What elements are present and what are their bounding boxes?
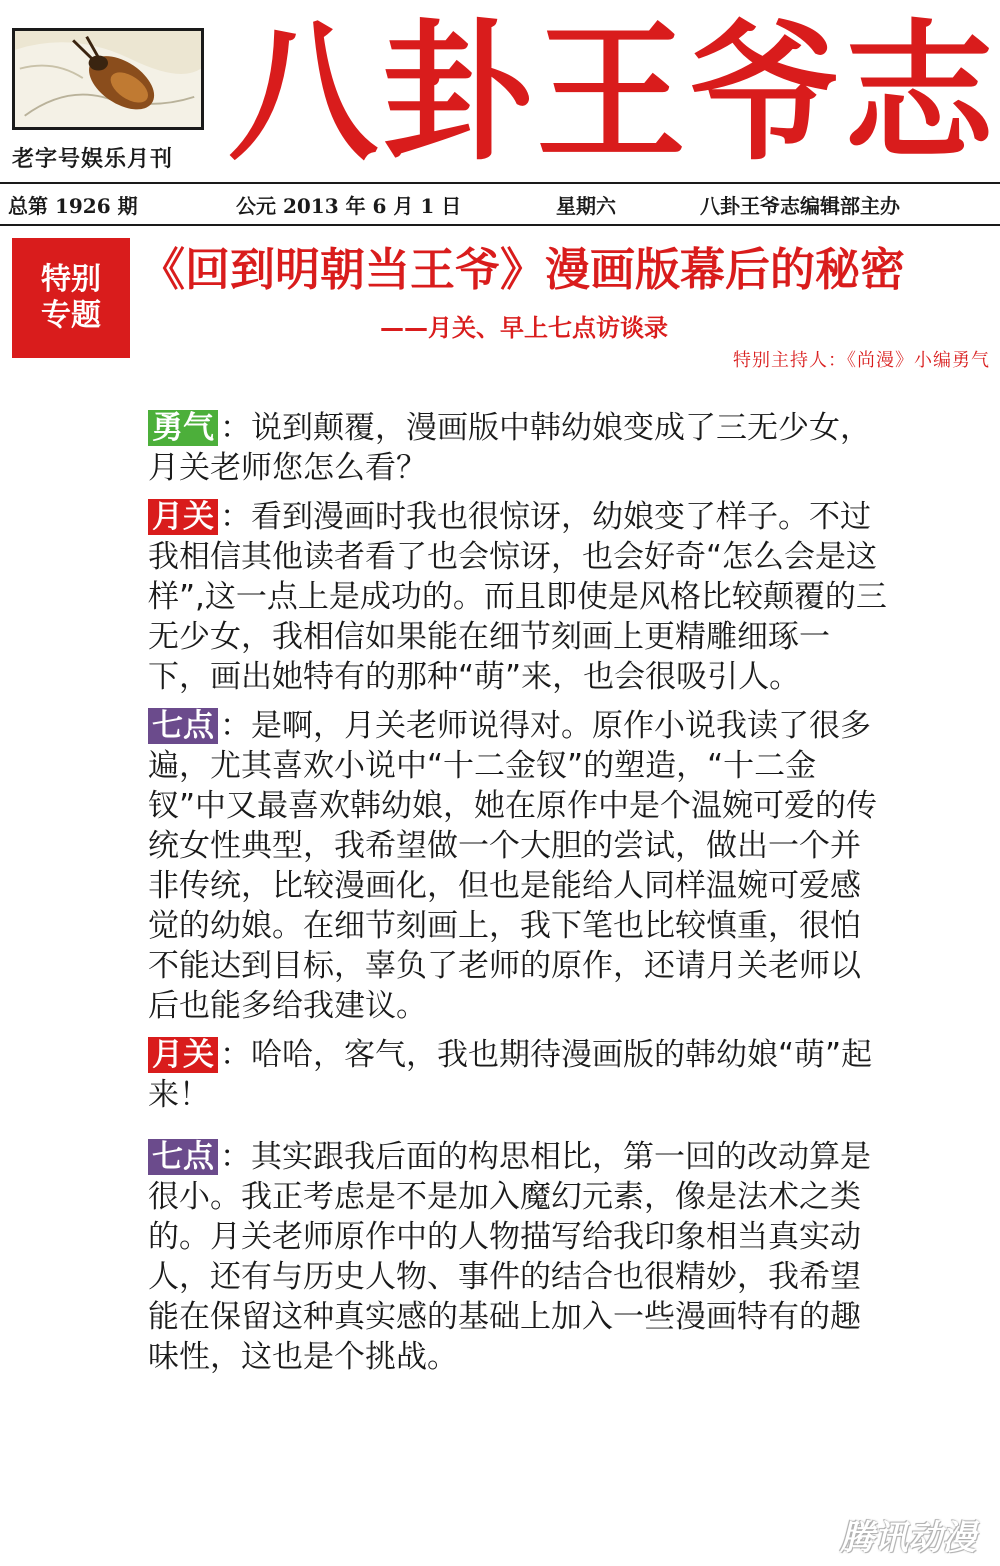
- issue-weekday: 星期六: [556, 193, 616, 218]
- interview-body: [148, 408, 888, 1386]
- issue-number: 总第 1926 期: [8, 193, 138, 218]
- issue-publisher: 八卦王爷志编辑部主办: [700, 193, 900, 218]
- issue-date: 公元 2013 年 6 月 1 日: [236, 193, 462, 218]
- dialogue-text: ：其实跟我后面的构思相比，第一回的改动算是很小。我正考虑是不是加入魔幻元素，像是法术之类的。月关老师原作中的人物描写给我印象相当真实动人，还有与历史人物、事件的结合也很精妙，我希望能在保留这种真实感的基础上加入一些漫画特有的趣味性，这也是个挑战。: [148, 1139, 871, 1375]
- logo-image: [12, 28, 204, 130]
- dialogue-entry: [148, 408, 888, 488]
- issue-info-bar: [0, 182, 1000, 226]
- logo-caption: 老字号娱乐月刊: [12, 147, 174, 172]
- dialogue-text: ：哈哈，客气，我也期待漫画版的韩幼娘“萌”起来！: [148, 1037, 873, 1113]
- speaker-label: 月关: [148, 499, 218, 535]
- headline: 《回到明朝当王爷》漫画版幕后的秘密: [140, 243, 906, 296]
- feature-tag-line1: 特别: [41, 262, 101, 297]
- dialogue-text: ：看到漫画时我也很惊讶，幼娘变了样子。不过我相信其他读者看了也会惊讶，也会好奇“怎么会是这样”,这一点上是成功的。而且即使是风格比较颠覆的三无少女，我相信如果能在细节刻画上更精雕细琢一下，画出她特有的那种“萌”来，也会很吸引人。: [148, 499, 887, 695]
- subheadline: ——月关、早上七点访谈录: [380, 314, 668, 342]
- speaker-label: 月关: [148, 1037, 218, 1073]
- dialogue-entry: [148, 1137, 888, 1377]
- watermark-logo: 腾讯动漫: [840, 1518, 976, 1558]
- speaker-label: 七点: [148, 708, 218, 744]
- host-credit: 特别主持人：《尚漫》小编勇气: [733, 350, 990, 371]
- moth-icon: [15, 31, 201, 127]
- dialogue-text: ：说到颠覆，漫画版中韩幼娘变成了三无少女，月关老师您怎么看？: [148, 410, 871, 486]
- dialogue-entry: [148, 497, 888, 697]
- speaker-label: 七点: [148, 1139, 218, 1175]
- feature-tag-line2: 专题: [41, 298, 101, 333]
- masthead-title: 八卦王爷志: [228, 7, 999, 181]
- dialogue-entry: [148, 1035, 888, 1115]
- speaker-label: 勇气: [148, 410, 218, 446]
- dialogue-entry: [148, 706, 888, 1026]
- dialogue-text: ：是啊，月关老师说得对。原作小说我读了很多遍，尤其喜欢小说中“十二金钗”的塑造，“十二金钗”中又最喜欢韩幼娘，她在原作中是个温婉可爱的传统女性典型，我希望做一个大胆的尝试，做出一个并非传统，比较漫画化，但也是能给人同样温婉可爱感觉的幼娘。在细节刻画上，我下笔也比较慎重，很怕不能达到目标，辜负了老师的原作，还请月关老师以后也能多给我建议。: [148, 708, 878, 1024]
- feature-tag: [12, 238, 130, 358]
